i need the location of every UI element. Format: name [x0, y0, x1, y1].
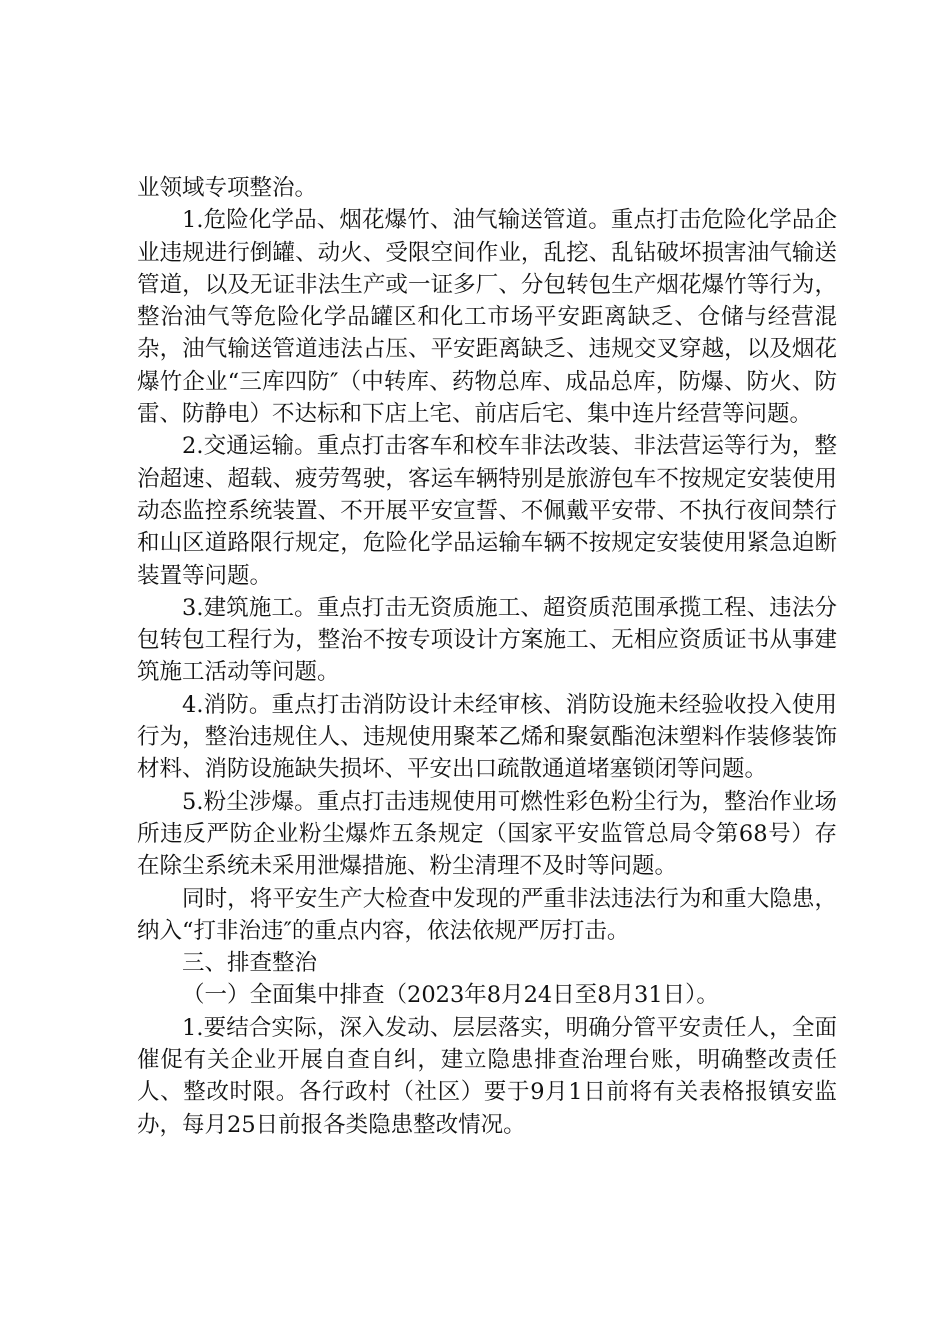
- section-heading-inspection: 三、排查整治: [182, 950, 318, 977]
- paragraph-construction: 3.建筑施工。重点打击无资质施工、超资质范围承揽工程、违法分包转包工程行为，整治不按专项设计方案施工、无相应资质证书从事建筑施工活动等问题。: [137, 594, 837, 686]
- paragraph-continuation: 业领域专项整治。: [137, 175, 318, 201]
- paragraph-transportation: 2.交通运输。重点打击客车和校车非法改装、非法营运等行为，整治超速、超载、疲劳驾驶，客运车辆特别是旅游包车不按规定安装使用动态监控系统装置、不开展平安宣誓、不佩戴平安带、不执行夜间禁行和山区道路限行规定，危险化学品运输车辆不按规定安装使用紧急迫断装置等问题。: [137, 433, 837, 589]
- paragraph-crackdown: 同时，将平安生产大检查中发现的严重非法违法行为和重大隐患，纳入“打非治违″的重点内容，依法依规严厉打击。: [137, 885, 837, 944]
- subsection-heading-centralized-inspection: （一）全面集中排查（2023年8月24日至8月31日）。: [182, 982, 719, 1009]
- paragraph-implementation: 1.要结合实际，深入发动、层层落实，明确分管平安责任人，全面催促有关企业开展自查自纠，建立隐患排查治理台账，明确整改责任人、整改时限。各行政村（社区）要于9月1日前将有关表格报镇安监办，每月25日前报各类隐患整改情况。: [137, 1014, 837, 1138]
- paragraph-dust-explosion: 5.粉尘涉爆。重点打击违规使用可燃性彩色粉尘行为，整治作业场所违反严防企业粉尘爆炸五条规定（国家平安监管总局令第68号）存在除尘系统未采用泄爆措施、粉尘清理不及时等问题。: [137, 788, 837, 880]
- document-body: [137, 172, 837, 1141]
- paragraph-hazardous-chemicals: 1.危险化学品、烟花爆竹、油气输送管道。重点打击危险化学品企业违规进行倒罐、动火、受限空间作业，乱挖、乱钻破坏损害油气输送管道，以及无证非法生产或一证多厂、分包转包生产烟花爆竹等行为，整治油气等危险化学品罐区和化工市场平安距离缺乏、仓储与经营混杂，油气输送管道违法占压、平安距离缺乏、违规交叉穿越，以及烟花爆竹企业“三库四防″（中转库、药物总库、成品总库，防爆、防火、防雷、防静电）不达标和下店上宅、前店后宅、集中连片经营等问题。: [137, 207, 837, 428]
- paragraph-fire-safety: 4.消防。重点打击消防设计未经审核、消防设施未经验收投入使用行为，整治违规住人、违规使用聚苯乙烯和聚氨酯泡沫塑料作装修装饰材料、消防设施缺失损坏、平安出口疏散通道堵塞锁闭等问题。: [137, 691, 837, 783]
